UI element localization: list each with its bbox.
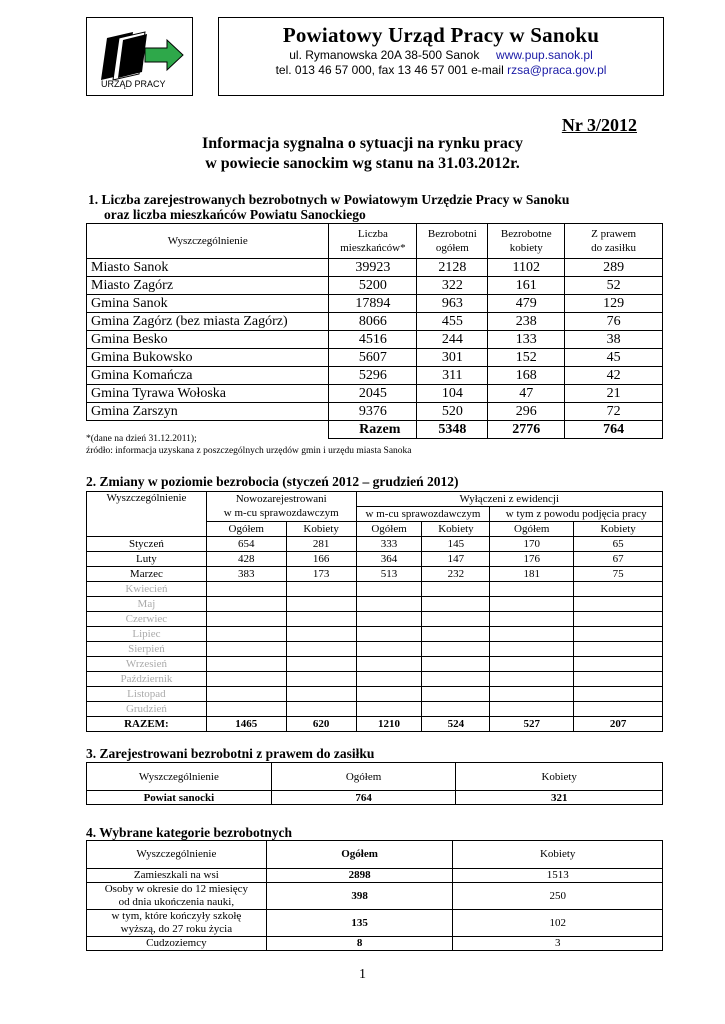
row-value	[490, 642, 574, 657]
row-value	[356, 657, 422, 672]
row-value: 181	[490, 567, 574, 582]
row-unemployed: 322	[417, 277, 488, 295]
row-value	[206, 702, 286, 717]
email-link[interactable]: rzsa@praca.gov.pl	[507, 63, 607, 77]
row-residents: 2045	[329, 385, 417, 403]
row-name: Powiat sanocki	[87, 791, 272, 805]
table-row	[87, 331, 663, 349]
row-women: 296	[488, 403, 565, 421]
header-women: Kobiety	[453, 841, 663, 869]
row-month: Grudzień	[87, 702, 207, 717]
row-value	[490, 612, 574, 627]
row-value	[286, 582, 356, 597]
table-row	[87, 627, 663, 642]
total-women: 2776	[488, 421, 565, 439]
row-month: Wrzesień	[87, 657, 207, 672]
header-specification: Wyszczególnienie	[87, 224, 329, 259]
header-specification: Wyszczególnienie	[87, 841, 267, 869]
table-row	[87, 295, 663, 313]
table-row	[87, 657, 663, 672]
header-total: Ogółem	[206, 522, 286, 537]
row-value	[206, 642, 286, 657]
row-value	[286, 612, 356, 627]
table-row	[87, 910, 663, 937]
row-benefit: 38	[565, 331, 663, 349]
header-specification: Wyszczególnienie	[87, 492, 207, 537]
row-name: Miasto Zagórz	[87, 277, 329, 295]
row-residents: 8066	[329, 313, 417, 331]
row-women: 161	[488, 277, 565, 295]
row-value	[574, 672, 663, 687]
header-total: Ogółem	[271, 763, 456, 791]
total-cell: 527	[490, 717, 574, 732]
row-women: 250	[453, 883, 663, 910]
row-total: 2898	[266, 869, 453, 883]
row-value	[356, 597, 422, 612]
row-name: Miasto Sanok	[87, 259, 329, 277]
row-name	[87, 937, 267, 951]
row-unemployed: 104	[417, 385, 488, 403]
table-row	[87, 597, 663, 612]
row-residents: 4516	[329, 331, 417, 349]
row-value: 176	[490, 552, 574, 567]
row-name: Gmina Zagórz (bez miasta Zagórz)	[87, 313, 329, 331]
header-removed: Wyłączeni z ewidencji	[356, 492, 662, 507]
row-value	[422, 687, 490, 702]
row-residents: 5200	[329, 277, 417, 295]
row-women: 479	[488, 295, 565, 313]
row-value	[422, 642, 490, 657]
header-total: Ogółem	[266, 841, 453, 869]
row-benefit: 21	[565, 385, 663, 403]
table-row	[87, 672, 663, 687]
unemployment-changes-table	[86, 491, 663, 732]
row-name-line-2: wyższą, do 27 roku życia	[120, 923, 233, 935]
table-row	[87, 687, 663, 702]
table-row	[87, 567, 663, 582]
row-women: 1513	[453, 869, 663, 883]
row-value	[286, 702, 356, 717]
benefit-table	[86, 762, 663, 805]
row-value: 333	[356, 537, 422, 552]
section-1-title-line-2: oraz liczba mieszkańców Powiatu Sanockiego	[104, 207, 366, 222]
table-row	[87, 791, 663, 805]
row-total: 764	[271, 791, 456, 805]
row-name: Gmina Sanok	[87, 295, 329, 313]
office-title: Powiatowy Urząd Pracy w Sanoku	[282, 23, 600, 47]
row-unemployed: 311	[417, 367, 488, 385]
row-value: 513	[356, 567, 422, 582]
row-unemployed: 244	[417, 331, 488, 349]
heading-line-2: w powiecie sanockim wg stanu na 31.03.2012r.	[205, 155, 520, 172]
row-month: Kwiecień	[87, 582, 207, 597]
row-residents: 17894	[329, 295, 417, 313]
row-name: Gmina Zarszyn	[87, 403, 329, 421]
row-value: 654	[206, 537, 286, 552]
title-box	[218, 17, 664, 96]
row-name: Gmina Komańcza	[87, 367, 329, 385]
row-women: 168	[488, 367, 565, 385]
row-value	[422, 582, 490, 597]
table-row	[87, 612, 663, 627]
section-4-title: 4. Wybrane kategorie bezrobotnych	[86, 825, 292, 840]
document-number: Nr 3/2012	[561, 115, 637, 135]
row-value	[206, 627, 286, 642]
row-name: Gmina Tyrawa Wołoska	[87, 385, 329, 403]
row-value	[356, 687, 422, 702]
header-women: Kobiety	[574, 522, 663, 537]
table-row	[87, 385, 663, 403]
row-value	[422, 702, 490, 717]
row-value: 65	[574, 537, 663, 552]
total-label: Razem	[329, 421, 417, 439]
row-unemployed: 455	[417, 313, 488, 331]
table-header-row	[87, 492, 663, 507]
row-women: 3	[453, 937, 663, 951]
row-name-line-1: Cudzoziemcy	[146, 937, 207, 949]
row-value: 145	[422, 537, 490, 552]
table-row	[87, 403, 663, 421]
header-new-registered-sub: w m-cu sprawozdawczym	[206, 507, 356, 522]
footnote-2: źródło: informacja uzyskana z poszczególnych urzędów gmin i urzędu miasta Sanoka	[86, 446, 412, 456]
table-row	[87, 537, 663, 552]
header-total: Ogółem	[490, 522, 574, 537]
row-residents: 39923	[329, 259, 417, 277]
row-value	[422, 612, 490, 627]
row-value	[574, 582, 663, 597]
row-value: 166	[286, 552, 356, 567]
row-value	[422, 627, 490, 642]
section-2-title: 2. Zmiany w poziomie bezrobocia (styczeń 2012 – grudzień 2012)	[86, 474, 459, 489]
row-benefit: 129	[565, 295, 663, 313]
row-value	[490, 627, 574, 642]
row-value	[206, 612, 286, 627]
row-name: Gmina Besko	[87, 331, 329, 349]
row-women: 321	[456, 791, 663, 805]
table-row	[87, 259, 663, 277]
table-row	[87, 313, 663, 331]
row-value	[422, 672, 490, 687]
row-value: 173	[286, 567, 356, 582]
table-row	[87, 883, 663, 910]
header-unemployed-total: Bezrobotni ogółem	[417, 224, 488, 259]
row-value: 232	[422, 567, 490, 582]
row-value	[422, 597, 490, 612]
footnote-1: *(dane na dzień 31.12.2011);	[86, 434, 197, 444]
total-cell: 620	[286, 717, 356, 732]
row-unemployed: 2128	[417, 259, 488, 277]
row-value	[286, 642, 356, 657]
row-value	[574, 627, 663, 642]
total-cell: 1210	[356, 717, 422, 732]
heading-line-1: Informacja sygnalna o sytuacji na rynku pracy	[202, 135, 523, 152]
row-benefit: 45	[565, 349, 663, 367]
row-value	[574, 657, 663, 672]
row-women: 152	[488, 349, 565, 367]
row-unemployed: 520	[417, 403, 488, 421]
header-women: Kobiety	[456, 763, 663, 791]
office-address: ul. Rymanowska 20A 38-500 Sanok	[289, 48, 480, 62]
row-unemployed: 963	[417, 295, 488, 313]
total-unemployed: 5348	[417, 421, 488, 439]
row-value	[356, 612, 422, 627]
row-month: Sierpień	[87, 642, 207, 657]
row-name	[87, 883, 267, 910]
row-name-line-2: od dnia ukończenia nauki,	[118, 896, 235, 908]
row-name	[87, 910, 267, 937]
header-women: Kobiety	[422, 522, 490, 537]
row-total: 8	[266, 937, 453, 951]
row-month: Lipiec	[87, 627, 207, 642]
row-month: Marzec	[87, 567, 207, 582]
header-with-benefit: Z prawem do zasiłku	[565, 224, 663, 259]
header-removed-month: w m-cu sprawozdawczym	[356, 507, 490, 522]
row-total: 398	[266, 883, 453, 910]
row-value: 170	[490, 537, 574, 552]
row-value	[286, 597, 356, 612]
table-row	[87, 277, 663, 295]
total-benefit: 764	[565, 421, 663, 439]
row-value	[356, 642, 422, 657]
row-women: 238	[488, 313, 565, 331]
row-residents: 5607	[329, 349, 417, 367]
header-unemployed-women: Bezrobotne kobiety	[488, 224, 565, 259]
row-value	[206, 582, 286, 597]
row-value: 67	[574, 552, 663, 567]
row-value	[286, 627, 356, 642]
row-value	[356, 627, 422, 642]
table-header-row	[87, 841, 663, 869]
table-row	[87, 367, 663, 385]
table-row	[87, 552, 663, 567]
row-name: Gmina Bukowsko	[87, 349, 329, 367]
row-value	[286, 657, 356, 672]
residents-unemployed-table	[86, 223, 663, 439]
row-benefit: 42	[565, 367, 663, 385]
row-month: Październik	[87, 672, 207, 687]
total-cell: 524	[422, 717, 490, 732]
row-value	[490, 657, 574, 672]
row-month: Listopad	[87, 687, 207, 702]
table-row	[87, 642, 663, 657]
row-value	[286, 672, 356, 687]
row-value	[206, 597, 286, 612]
section-1-title	[88, 192, 569, 222]
row-name-line-1: w tym, które kończyły szkołę	[111, 910, 242, 922]
row-month: Styczeń	[87, 537, 207, 552]
row-value	[356, 582, 422, 597]
row-benefit: 289	[565, 259, 663, 277]
table-header-row	[87, 763, 663, 791]
logo-text: URZĄD PRACY	[101, 79, 166, 89]
row-month: Czerwiec	[87, 612, 207, 627]
row-residents: 5296	[329, 367, 417, 385]
row-value	[574, 597, 663, 612]
header-total: Ogółem	[356, 522, 422, 537]
total-label: RAZEM:	[87, 717, 207, 732]
row-value: 281	[286, 537, 356, 552]
row-value	[574, 702, 663, 717]
section-3-title: 3. Zarejestrowani bezrobotni z prawem do zasiłku	[86, 746, 375, 761]
row-women: 133	[488, 331, 565, 349]
page-number: 1	[359, 967, 366, 982]
row-value: 75	[574, 567, 663, 582]
table-row	[87, 937, 663, 951]
header-new-registered: Nowozarejestrowani	[206, 492, 356, 507]
row-value	[490, 687, 574, 702]
row-month: Luty	[87, 552, 207, 567]
row-value	[356, 702, 422, 717]
row-women: 1102	[488, 259, 565, 277]
row-value: 383	[206, 567, 286, 582]
header-residents: Liczba mieszkańców*	[329, 224, 417, 259]
row-value: 428	[206, 552, 286, 567]
row-value	[574, 687, 663, 702]
table-header-row	[87, 224, 663, 259]
row-name-line-1: Osoby w okresie do 12 miesięcy	[104, 883, 249, 895]
table-row	[87, 582, 663, 597]
header-removed-job: w tym z powodu podjęcia pracy	[490, 507, 663, 522]
total-cell: 207	[574, 717, 663, 732]
row-benefit: 52	[565, 277, 663, 295]
row-month: Maj	[87, 597, 207, 612]
row-unemployed: 301	[417, 349, 488, 367]
row-value	[490, 672, 574, 687]
row-value: 364	[356, 552, 422, 567]
categories-table	[86, 840, 663, 951]
row-value	[206, 672, 286, 687]
row-value	[490, 582, 574, 597]
row-value	[574, 612, 663, 627]
row-residents: 9376	[329, 403, 417, 421]
row-total: 135	[266, 910, 453, 937]
section-1-title-line-1: 1. Liczba zarejestrowanych bezrobotnych w Powiatowym Urzędzie Pracy w Sanoku	[88, 192, 570, 207]
header-specification: Wyszczególnienie	[87, 763, 272, 791]
row-value	[490, 702, 574, 717]
website-link[interactable]: www.pup.sanok.pl	[496, 48, 593, 62]
row-value: 147	[422, 552, 490, 567]
row-benefit: 72	[565, 403, 663, 421]
office-phones: tel. 013 46 57 000, fax 13 46 57 001 e-mail	[275, 63, 508, 77]
logo-box	[86, 17, 193, 96]
row-value	[286, 687, 356, 702]
total-cell: 1465	[206, 717, 286, 732]
row-name-line-1: Zamieszkali na wsi	[133, 869, 219, 881]
row-value	[574, 642, 663, 657]
row-value	[490, 597, 574, 612]
table-row	[87, 349, 663, 367]
header-women: Kobiety	[286, 522, 356, 537]
row-women: 47	[488, 385, 565, 403]
table-row	[87, 869, 663, 883]
row-value	[206, 657, 286, 672]
document-heading	[0, 134, 725, 174]
table-total-row	[87, 717, 663, 732]
row-name	[87, 869, 267, 883]
row-women: 102	[453, 910, 663, 937]
row-value	[356, 672, 422, 687]
row-value	[206, 687, 286, 702]
table-row	[87, 702, 663, 717]
row-benefit: 76	[565, 313, 663, 331]
row-value	[422, 657, 490, 672]
